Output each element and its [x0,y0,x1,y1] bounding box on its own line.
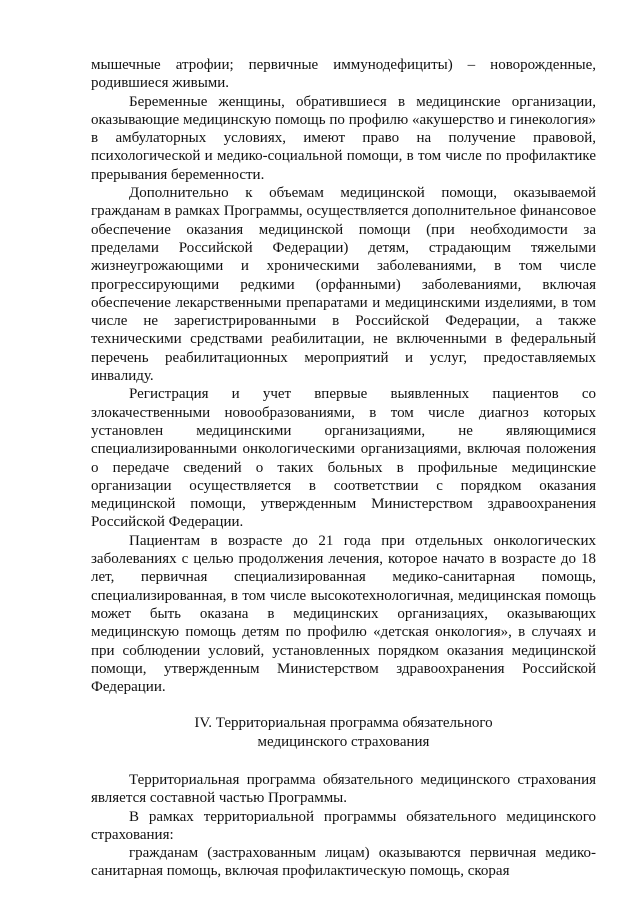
paragraph-pregnant-women: Беременные женщины, обратившиеся в медицинские организации, оказывающие медицинскую помощь по профилю «акушерство и гинекология» в амбулаторных условиях, имеют право на получение правовой, психологической и медико-социальной помощи, в том числе по профилактике прерывания беременности. [91,93,596,183]
paragraph-patients-under-21: Пациентам в возрасте до 21 года при отдельных онкологических заболеваниях с целью продолжения лечения, которое начато в возрасте до 18 лет, первичная специализированная медико-санитарная помощь, специализированная, в том числе высокотехнологичная, медицинская помощь может быть оказана в медицинских организациях, оказывающих медицинскую помощь детям по профилю «детская онкология», в случаях и при соблюдении условий, установленных порядком оказания медицинской помощи, утвержденным Министерством здравоохранения Российской Федерации. [91,532,596,696]
paragraph-oncology-registration: Регистрация и учет впервые выявленных пациентов со злокачественными новообразованиями, в том числе диагноз которых установлен медицинскими организациями, не являющимися специализированными онкологическими организациями, включая положения о передаче сведений о таких больных в профильные медицинские организации осуществляется в соответствии с порядком оказания медицинской помощи, утвержденным Министерством здравоохранения Российской Федерации. [91,386,596,531]
document-page [91,56,596,881]
paragraph-citizens-care: гражданам (застрахованным лицам) оказываются первичная медико-санитарная помощь, включая профилактическую помощь, скорая [91,845,596,880]
paragraph-continuation: мышечные атрофии; первичные иммунодефициты) – новорожденные, родившиеся живыми. [91,57,596,92]
section-heading-line-1: IV. Территориальная программа обязательного [194,715,493,732]
paragraph-within-program: В рамках территориальной программы обязательного медицинского страхования: [91,808,596,843]
spacer [91,751,596,771]
spacer [91,696,596,714]
paragraph-territorial-program: Территориальная программа обязательного медицинского страхования является составной частью Программы. [91,771,596,807]
section-heading-line-2: медицинского страхования [257,733,430,750]
paragraph-additional-funding: Дополнительно к объемам медицинской помощи, оказываемой гражданам в рамках Программы, осуществляется дополнительное финансовое обеспечение оказания медицинской помощи (при необходимости за пределами Российской Федерации) детям, страдающим тяжелыми жизнеугрожающими и хроническими заболеваниями, в том числе прогрессирующими редкими (орфанными) заболеваниями, включая обеспечение лекарственными препаратами и медицинскими изделиями, в том числе не зарегистрированными в Российской Федерации, а также техническими средствами реабилитации, не включенными в федеральный перечень реабилитационных мероприятий и услуг, предоставляемых инвалиду. [91,185,596,385]
